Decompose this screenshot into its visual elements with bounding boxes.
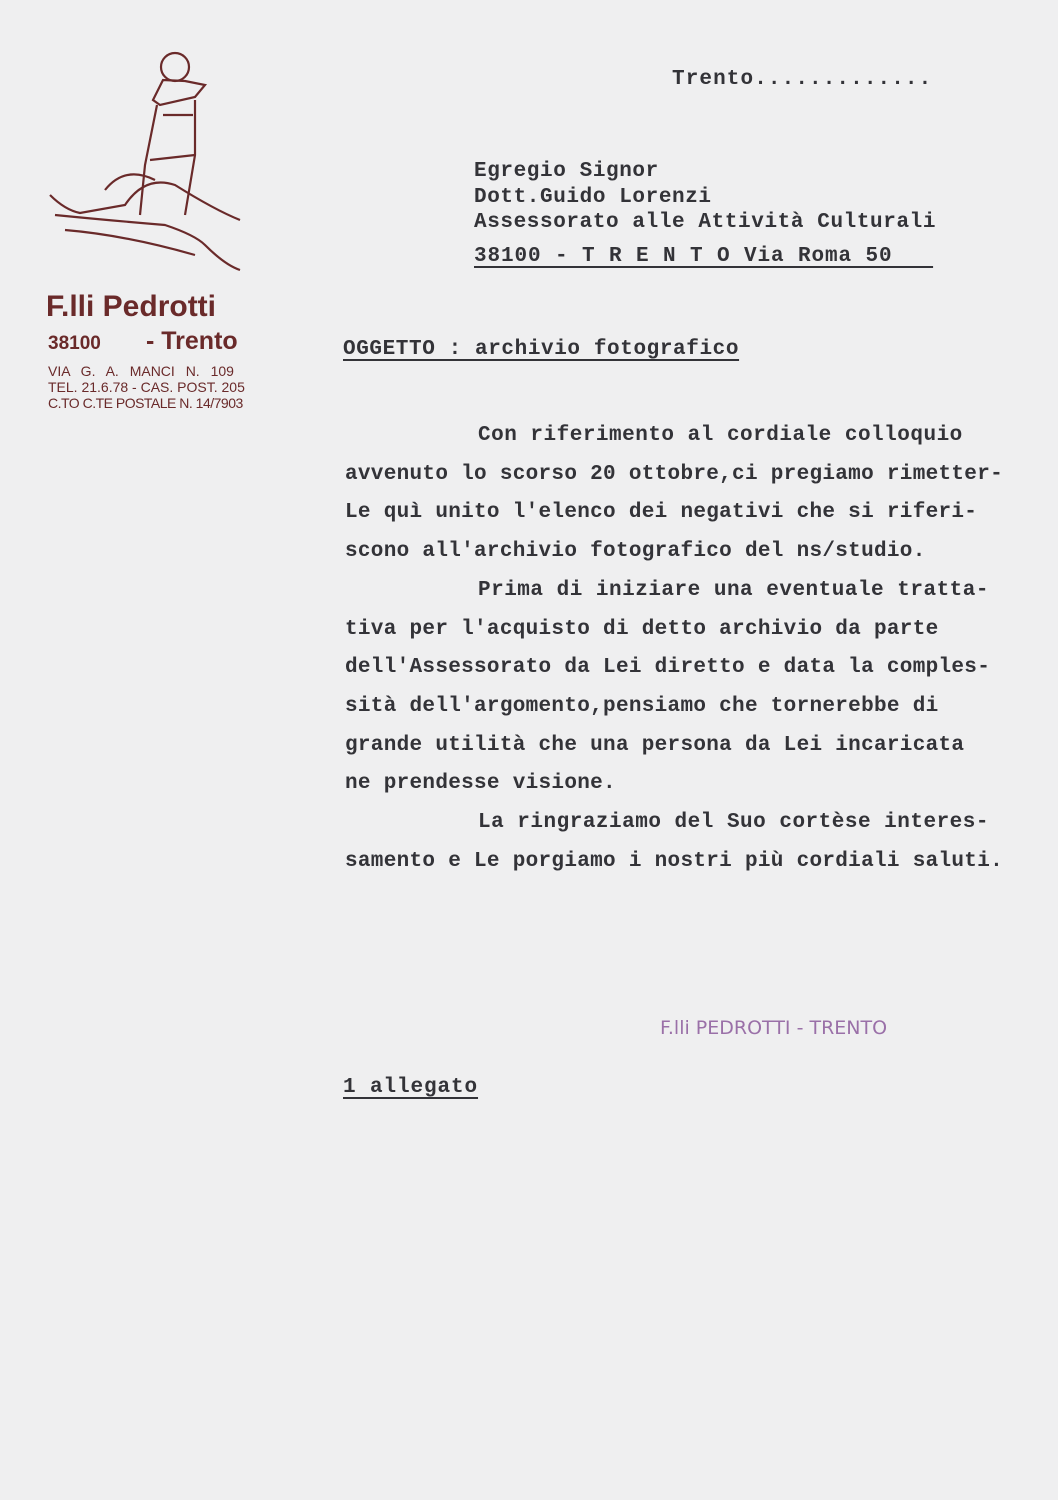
recipient-line: Assessorato alle Attività Culturali xyxy=(474,211,937,234)
recipient-line: Dott.Guido Lorenzi xyxy=(474,186,712,209)
body-line: grande utilità che una persona da Lei incaricata xyxy=(345,733,965,757)
subject: OGGETTO : archivio fotografico xyxy=(343,338,740,361)
logo-man-on-rock-illustration xyxy=(45,45,245,275)
body-line: tiva per l'acquisto di detto archivio da parte xyxy=(345,617,939,641)
body-line: dell'Assessorato da Lei diretto e data la comples- xyxy=(345,656,991,680)
body-line: Le quì unito l'elenco dei negativi che si riferi- xyxy=(345,501,978,525)
body-line: avvenuto lo scorso 20 ottobre,ci pregiamo rimetter- xyxy=(345,462,1004,486)
recipient-line: Egregio Signor xyxy=(474,160,659,183)
company-postcode: 38100 xyxy=(48,333,101,354)
company-postal-account: C.TO C.TE POSTALE N. 14/7903 xyxy=(48,395,243,411)
company-address: VIA G. A. MANCI N. 109 xyxy=(48,363,234,379)
date-line: Trento............. xyxy=(672,68,933,91)
company-phone: TEL. 21.6.78 - CAS. POST. 205 xyxy=(48,379,245,395)
body-line: scono all'archivio fotografico del ns/studio. xyxy=(345,540,926,564)
body-line: sità dell'argomento,pensiamo che tornerebbe di xyxy=(345,694,939,718)
company-name: F.lli Pedrotti xyxy=(46,290,217,323)
body-line: ne prendesse visione. xyxy=(345,772,616,796)
enclosure-note: 1 allegato xyxy=(343,1076,479,1099)
recipient-address: 38100 - T R E N T O Via Roma 50 xyxy=(474,245,934,268)
body-line: Prima di iniziare una eventuale tratta- xyxy=(478,578,989,602)
body-line: La ringraziamo del Suo cortèse interes- xyxy=(478,811,989,834)
body-line: Con riferimento al cordiale colloquio xyxy=(478,424,963,447)
company-stamp: F.lli PEDROTTI - TRENTO xyxy=(660,1017,888,1039)
body-line: samento e Le porgiamo i nostri più cordiali saluti. xyxy=(345,849,1004,873)
company-city: - Trento xyxy=(146,327,238,355)
